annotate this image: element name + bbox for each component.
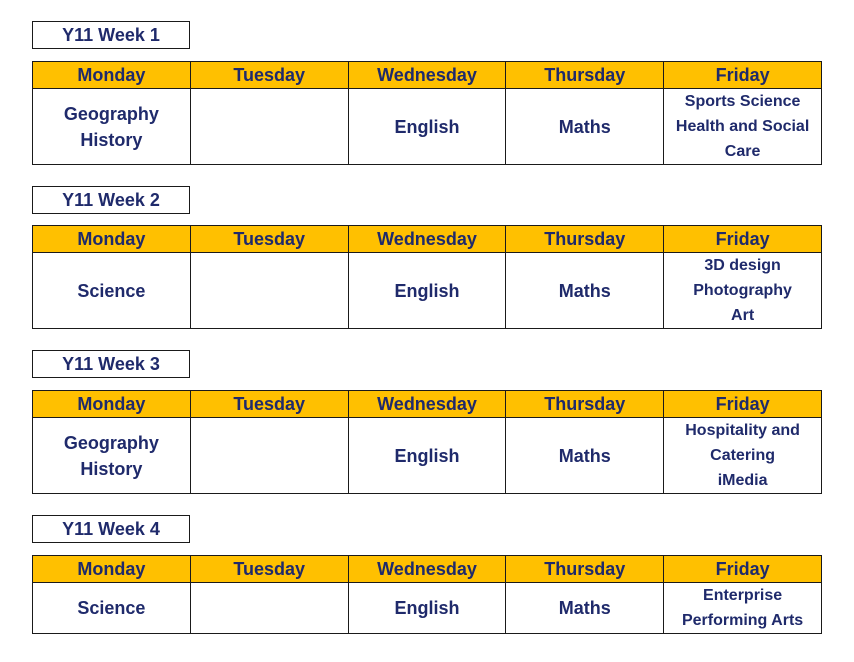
day-header-thursday: Thursday: [506, 62, 664, 89]
cell-wednesday: [348, 583, 506, 634]
cell-monday: [33, 583, 191, 634]
subject-line: Maths: [558, 280, 611, 301]
day-header-tuesday: Tuesday: [190, 391, 348, 418]
subject-row: [33, 89, 822, 165]
week-timetable: [32, 555, 822, 634]
subject-line: English: [394, 280, 460, 301]
week-label: Y11 Week 4: [32, 515, 190, 543]
cell-monday: [33, 89, 191, 165]
cell-tuesday: [190, 253, 348, 329]
day-header-row: [33, 62, 822, 89]
day-header-thursday: Thursday: [506, 556, 664, 583]
subject-line: Science: [77, 280, 146, 301]
subject-line: English: [394, 598, 460, 618]
cell-wednesday: [348, 253, 506, 329]
cell-thursday: [506, 583, 664, 634]
subject-line: Art: [731, 307, 755, 324]
subject-line: English: [394, 116, 460, 137]
subject-line: Geography: [63, 432, 159, 453]
subject-line: Catering: [710, 447, 776, 464]
subject-line: Geography: [63, 103, 159, 124]
subject-line: History: [80, 458, 143, 479]
subject-row: [33, 253, 822, 329]
week-timetable: [32, 225, 822, 329]
subject-line: Maths: [558, 116, 611, 137]
subject-line: History: [80, 129, 143, 150]
cell-monday: [33, 253, 191, 329]
subject-line: Science: [77, 598, 146, 618]
cell-friday: [664, 89, 822, 165]
day-header-monday: Monday: [33, 391, 191, 418]
cell-wednesday: [348, 418, 506, 494]
cell-tuesday: [190, 583, 348, 634]
subject-line: 3D design: [704, 257, 781, 274]
cell-tuesday: [190, 89, 348, 165]
day-header-friday: Friday: [664, 226, 822, 253]
cell-wednesday: [348, 89, 506, 165]
day-header-monday: Monday: [33, 226, 191, 253]
week-timetable: [32, 390, 822, 494]
cell-monday: [33, 418, 191, 494]
day-header-thursday: Thursday: [506, 226, 664, 253]
cell-friday: [664, 583, 822, 634]
week-label: Y11 Week 2: [32, 186, 190, 214]
day-header-friday: Friday: [664, 556, 822, 583]
subject-line: iMedia: [717, 472, 768, 489]
day-header-friday: Friday: [664, 391, 822, 418]
cell-friday: [664, 418, 822, 494]
week-timetable: [32, 61, 822, 165]
day-header-wednesday: Wednesday: [348, 391, 506, 418]
subject-line: Hospitality and: [685, 422, 800, 439]
subject-line: Photography: [693, 282, 792, 299]
day-header-row: [33, 226, 822, 253]
cell-thursday: [506, 418, 664, 494]
cell-thursday: [506, 89, 664, 165]
day-header-wednesday: Wednesday: [348, 226, 506, 253]
day-header-tuesday: Tuesday: [190, 226, 348, 253]
subject-line: English: [394, 445, 460, 466]
day-header-friday: Friday: [664, 62, 822, 89]
cell-thursday: [506, 253, 664, 329]
day-header-row: [33, 391, 822, 418]
week-label: Y11 Week 3: [32, 350, 190, 378]
subject-line: Care: [724, 143, 761, 160]
day-header-row: [33, 556, 822, 583]
subject-line: Performing Arts: [681, 612, 804, 629]
subject-row: [33, 418, 822, 494]
day-header-wednesday: Wednesday: [348, 62, 506, 89]
day-header-thursday: Thursday: [506, 391, 664, 418]
subject-line: Maths: [558, 598, 611, 618]
cell-tuesday: [190, 418, 348, 494]
day-header-tuesday: Tuesday: [190, 556, 348, 583]
week-label: Y11 Week 1: [32, 21, 190, 49]
subject-line: Health and Social: [675, 118, 810, 135]
day-header-wednesday: Wednesday: [348, 556, 506, 583]
cell-friday: [664, 253, 822, 329]
subject-line: Maths: [558, 445, 611, 466]
subject-line: Enterprise: [703, 587, 783, 604]
day-header-monday: Monday: [33, 556, 191, 583]
day-header-monday: Monday: [33, 62, 191, 89]
subject-line: Sports Science: [684, 93, 801, 110]
subject-row: [33, 583, 822, 634]
day-header-tuesday: Tuesday: [190, 62, 348, 89]
